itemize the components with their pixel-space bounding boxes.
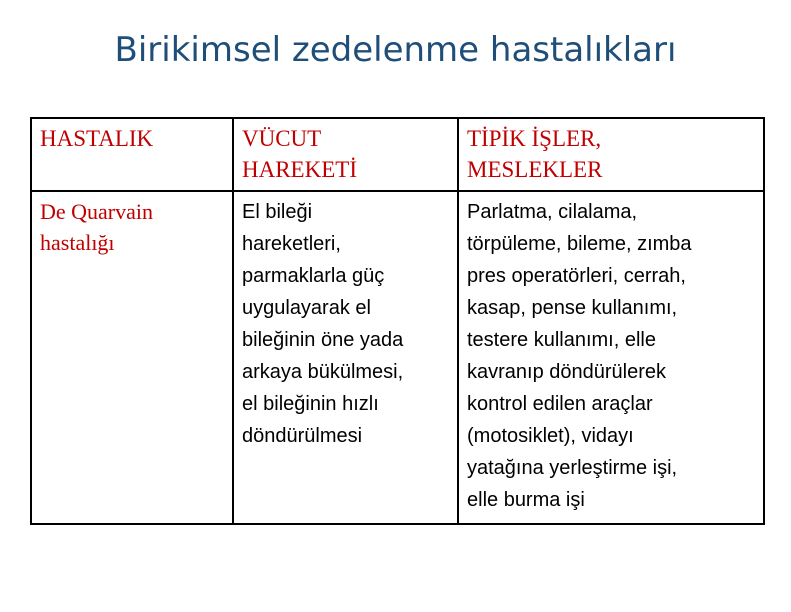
cell-line: elle burma işi bbox=[467, 489, 585, 511]
cell-line: parmaklarla güç bbox=[242, 265, 385, 287]
page-title: Birikimsel zedelenme hastalıkları bbox=[114, 30, 677, 70]
cell-line: hareketleri, bbox=[242, 233, 341, 255]
cell-line: (motosiklet), vidayı bbox=[467, 425, 634, 447]
cell-line: yatağına yerleştirme işi, bbox=[467, 457, 678, 479]
header-line: MESLEKLER bbox=[467, 157, 603, 182]
table-row bbox=[31, 191, 764, 524]
cell-line: testere kullanımı, elle bbox=[467, 329, 656, 351]
cell-line: bileğinin öne yada bbox=[242, 329, 404, 351]
cell-line: kavranıp döndürülerek bbox=[467, 361, 667, 383]
cell-line: döndürülmesi bbox=[242, 425, 363, 447]
header-typical-jobs bbox=[458, 118, 764, 191]
disease-table bbox=[30, 117, 765, 525]
cell-movement bbox=[233, 191, 458, 524]
cell-line: hastalığı bbox=[40, 230, 115, 255]
cell-line: kasap, pense kullanımı, bbox=[467, 297, 678, 319]
header-line: HASTALIK bbox=[40, 126, 154, 151]
cell-disease-name bbox=[31, 191, 233, 524]
cell-line: törpüleme, bileme, zımba bbox=[467, 233, 692, 255]
header-body-movement bbox=[233, 118, 458, 191]
cell-line: el bileğinin hızlı bbox=[242, 393, 379, 415]
header-line: VÜCUT bbox=[242, 126, 322, 151]
cell-line: Parlatma, cilalama, bbox=[467, 201, 638, 223]
header-line: TİPİK İŞLER, bbox=[467, 126, 602, 151]
header-disease bbox=[31, 118, 233, 191]
header-line: HAREKETİ bbox=[242, 157, 357, 182]
cell-line: pres operatörleri, cerrah, bbox=[467, 265, 686, 287]
cell-line: kontrol edilen araçlar bbox=[467, 393, 653, 415]
cell-line: uygulayarak el bbox=[242, 297, 371, 319]
cell-line: El bileği bbox=[242, 201, 313, 223]
cell-line: arkaya bükülmesi, bbox=[242, 361, 404, 383]
cell-line: De Quarvain bbox=[40, 199, 154, 224]
table-header-row bbox=[31, 118, 764, 191]
cell-typical-jobs bbox=[458, 191, 764, 524]
